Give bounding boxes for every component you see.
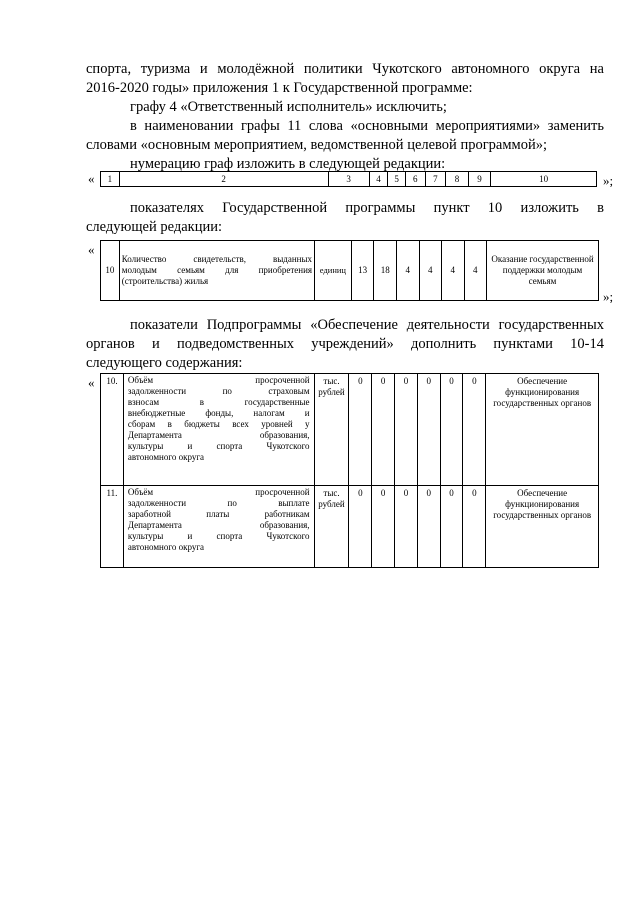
value-cell: 0 [349,486,372,568]
numbering-row [101,172,597,187]
indicator-name-line: Департамента образования, [127,520,310,530]
indicator-name-line: автономного округа [127,452,205,462]
value-cell: 0 [417,374,440,486]
value-cell: 0 [395,486,418,568]
indicator-name-line: взносам в государственные [127,397,310,407]
indicator-name-line: автономного округа [127,542,205,552]
value-cell: 0 [463,486,486,568]
indicator-name-line: Количество свидетельств, выданных [121,254,313,264]
indicator-name-line: сборам в бюджеты всех уровней у [127,419,310,429]
effect-cell: Обеспечение функционирования государственных органов [486,374,599,486]
indicator-name-line: задолженности по страховым [127,386,310,396]
indicator-name-line: заработной платы работникам [127,509,310,519]
indicator-name [123,486,314,568]
value-cell: 13 [351,241,374,301]
num-cell: 5 [388,172,406,187]
indicator-name-line: задолженности по выплате [127,498,310,508]
indicator-name [119,241,314,301]
row-number: 10. [101,374,124,486]
value-cell: 18 [374,241,397,301]
unit-cell: тыс. рублей [314,374,349,486]
table-row [101,486,599,568]
table-row [101,241,599,301]
value-cell: 0 [463,374,486,486]
indicator-name-line: культуры и спорта Чукотского [127,441,310,451]
indicator-name-line: (строительства) жилья [121,276,209,286]
num-cell: 1 [101,172,120,187]
para2-line-2: следующей редакции: [86,219,223,235]
open-quote: « [88,375,95,390]
program-indicator-table [100,240,599,301]
para2-line-1: показателях Государственной программы пункт 10 изложить в [130,200,604,216]
indicator-name-line: молодым семьям для приобретения [121,265,313,275]
unit-cell: единиц [315,241,352,301]
value-cell: 0 [372,486,395,568]
close-quote: »; [603,289,614,304]
value-cell: 0 [395,374,418,486]
indicator-name-line: Объём просроченной [127,375,310,385]
value-cell: 4 [397,241,420,301]
value-cell: 0 [349,374,372,486]
open-quote: « [88,171,95,186]
row-number: 10 [101,241,120,301]
text-line-2: 2016-2020 годы» приложения 1 к Государственной программе: [86,80,473,96]
indicator-name-line: Департамента образования, [127,430,310,440]
effect-cell: Оказание государственной поддержки молодым семьям [487,241,599,301]
value-cell: 4 [442,241,465,301]
num-cell: 4 [369,172,388,187]
value-cell: 0 [440,374,463,486]
indicator-name-line: внебюджетные фонды, налогам и [127,408,310,418]
num-cell: 2 [119,172,328,187]
table-row [101,374,599,486]
text-line-5: словами «основным мероприятием, ведомственной целевой программой»; [86,137,547,153]
para3-line-3: следующего содержания: [86,355,243,371]
num-cell: 6 [405,172,425,187]
text-line-4: в наименовании графы 11 слова «основными мероприятиями» заменить [130,118,604,134]
subprogram-indicator-table [100,373,599,568]
value-cell: 0 [417,486,440,568]
para3-line-2: органов и подведомственных учреждений» дополнить пунктами 10-14 [86,336,604,352]
effect-cell: Обеспечение функционирования государственных органов [486,486,599,568]
indicator-name-line: культуры и спорта Чукотского [127,531,310,541]
indicator-name-line: Объём просроченной [127,487,310,497]
text-line-1: спорта, туризма и молодёжной политики Чукотского автономного округа на [86,61,604,77]
value-cell: 0 [372,374,395,486]
value-cell: 4 [464,241,487,301]
close-quote: »; [603,173,614,188]
num-cell: 8 [446,172,469,187]
text-line-6: нумерацию граф изложить в следующей редакции: [130,156,446,172]
num-cell: 7 [425,172,446,187]
open-quote: « [88,242,95,257]
para3-line-1: показатели Подпрограммы «Обеспечение деятельности государственных [130,317,604,333]
row-number: 11. [101,486,124,568]
indicator-name [123,374,314,486]
numbering-table [100,171,597,187]
text-line-3: графу 4 «Ответственный исполнитель» исключить; [130,99,447,115]
unit-cell: тыс. рублей [314,486,349,568]
value-cell: 0 [440,486,463,568]
num-cell: 9 [468,172,491,187]
num-cell: 3 [328,172,369,187]
num-cell: 10 [491,172,597,187]
value-cell: 4 [419,241,442,301]
